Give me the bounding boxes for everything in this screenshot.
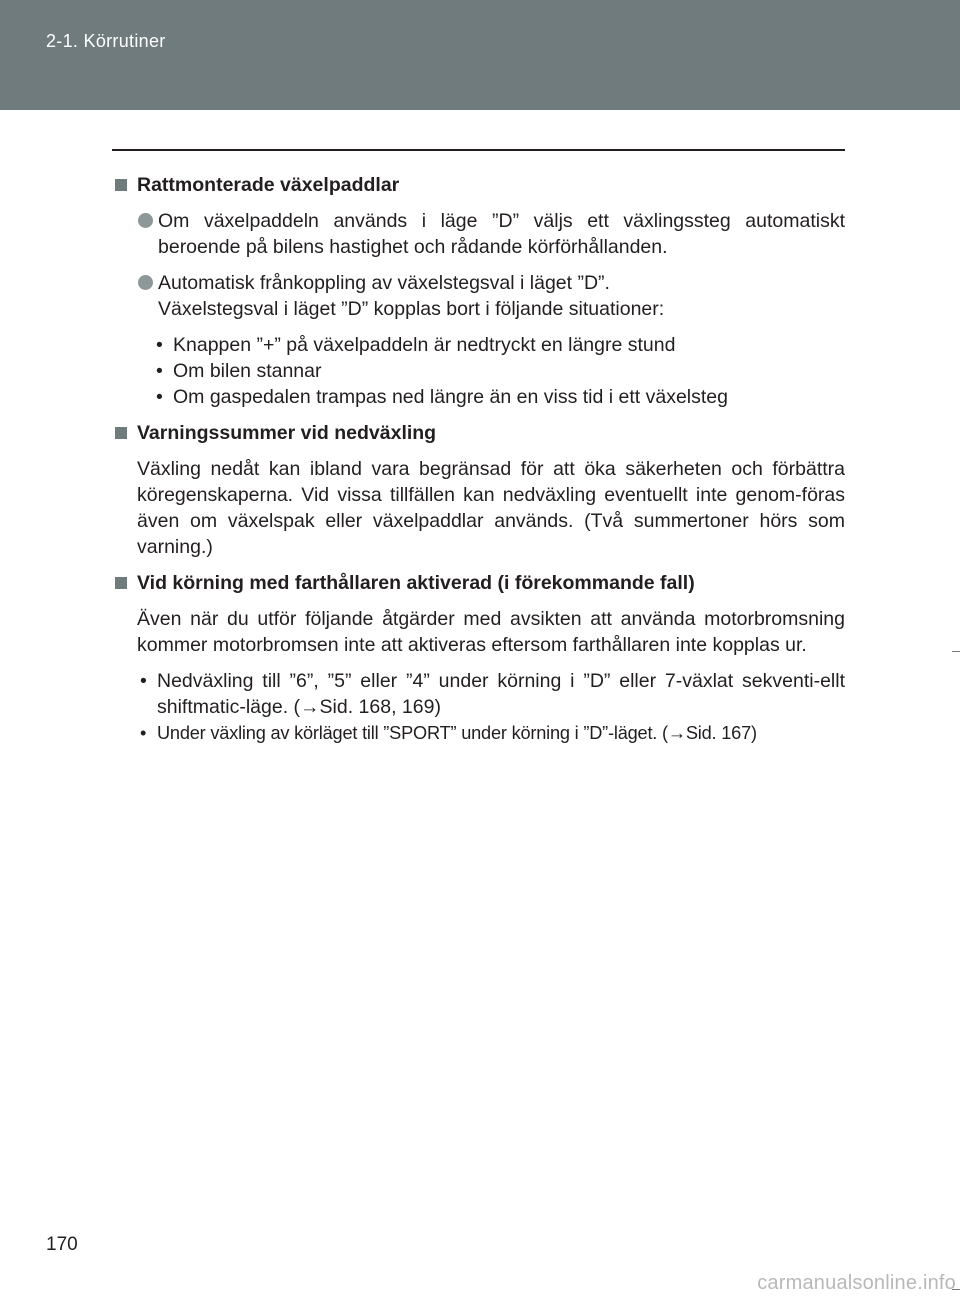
bullet-list: [112, 332, 845, 410]
crop-mark-top: [952, 12, 960, 13]
list-item: • Om gaspedalen trampas ned längre än en viss tid i ett växelsteg: [153, 384, 845, 410]
page-number: 170: [46, 1234, 78, 1255]
list-item: • Nedväxling till ”6”, ”5” eller ”4” under körning i ”D” eller 7-växlat sekventi-ellt shiftmatic-läge. (→Sid. 168, 169): [137, 668, 845, 720]
section-heading: Rattmonterade växelpaddlar: [112, 172, 845, 198]
watermark: carmanualsonline.info: [757, 1272, 956, 1294]
list-item: • Knappen ”+” på växelpaddeln är nedtryckt en längre stund: [153, 332, 845, 358]
section-title: 2-1. Körrutiner: [46, 31, 166, 51]
list-item: • Under växling av körläget till ”SPORT” under körning i ”D”-läget. (→Sid. 167): [137, 720, 845, 746]
chapter-header-bar: [0, 0, 960, 110]
item-text: Automatisk frånkoppling av växelstegsval i läget ”D”.: [158, 272, 610, 294]
circle-bullet-icon: [138, 275, 153, 290]
paragraph: Växling nedåt kan ibland vara begränsad för att öka säkerheten och förbättra köregenskaperna. Vid vissa tillfällen kan nedväxling eventuellt inte genom-föras även om växelspak eller växelpaddlar används. (Två summertoner hörs som varning.): [137, 458, 845, 558]
circle-list-item: [112, 208, 845, 260]
item-text: Om växelpaddeln används i läge ”D” väljs ett växlingssteg automatiskt beroende på bilens hastighet och rådande körförhållanden.: [158, 210, 845, 258]
paragraph: Även när du utför följande åtgärder med avsikten att använda motorbromsning kommer motorbromsen inte att aktiveras eftersom farthållaren inte kopplas ur.: [137, 608, 845, 656]
section-heading: Vid körning med farthållaren aktiverad (i förekommande fall): [112, 570, 845, 596]
square-bullet-icon: [115, 179, 127, 191]
circle-list-item: [112, 270, 845, 322]
crop-mark-middle: [952, 651, 960, 652]
item-text: Växelstegsval i läget ”D” kopplas bort i följande situationer:: [158, 298, 665, 320]
main-content: [112, 172, 845, 746]
content-top-rule: [112, 149, 845, 151]
square-bullet-icon: [115, 577, 127, 589]
bullet-list: [112, 668, 845, 746]
square-bullet-icon: [115, 427, 127, 439]
list-item: • Om bilen stannar: [153, 358, 845, 384]
section-heading: Varningssummer vid nedväxling: [112, 420, 845, 446]
circle-bullet-icon: [138, 213, 153, 228]
